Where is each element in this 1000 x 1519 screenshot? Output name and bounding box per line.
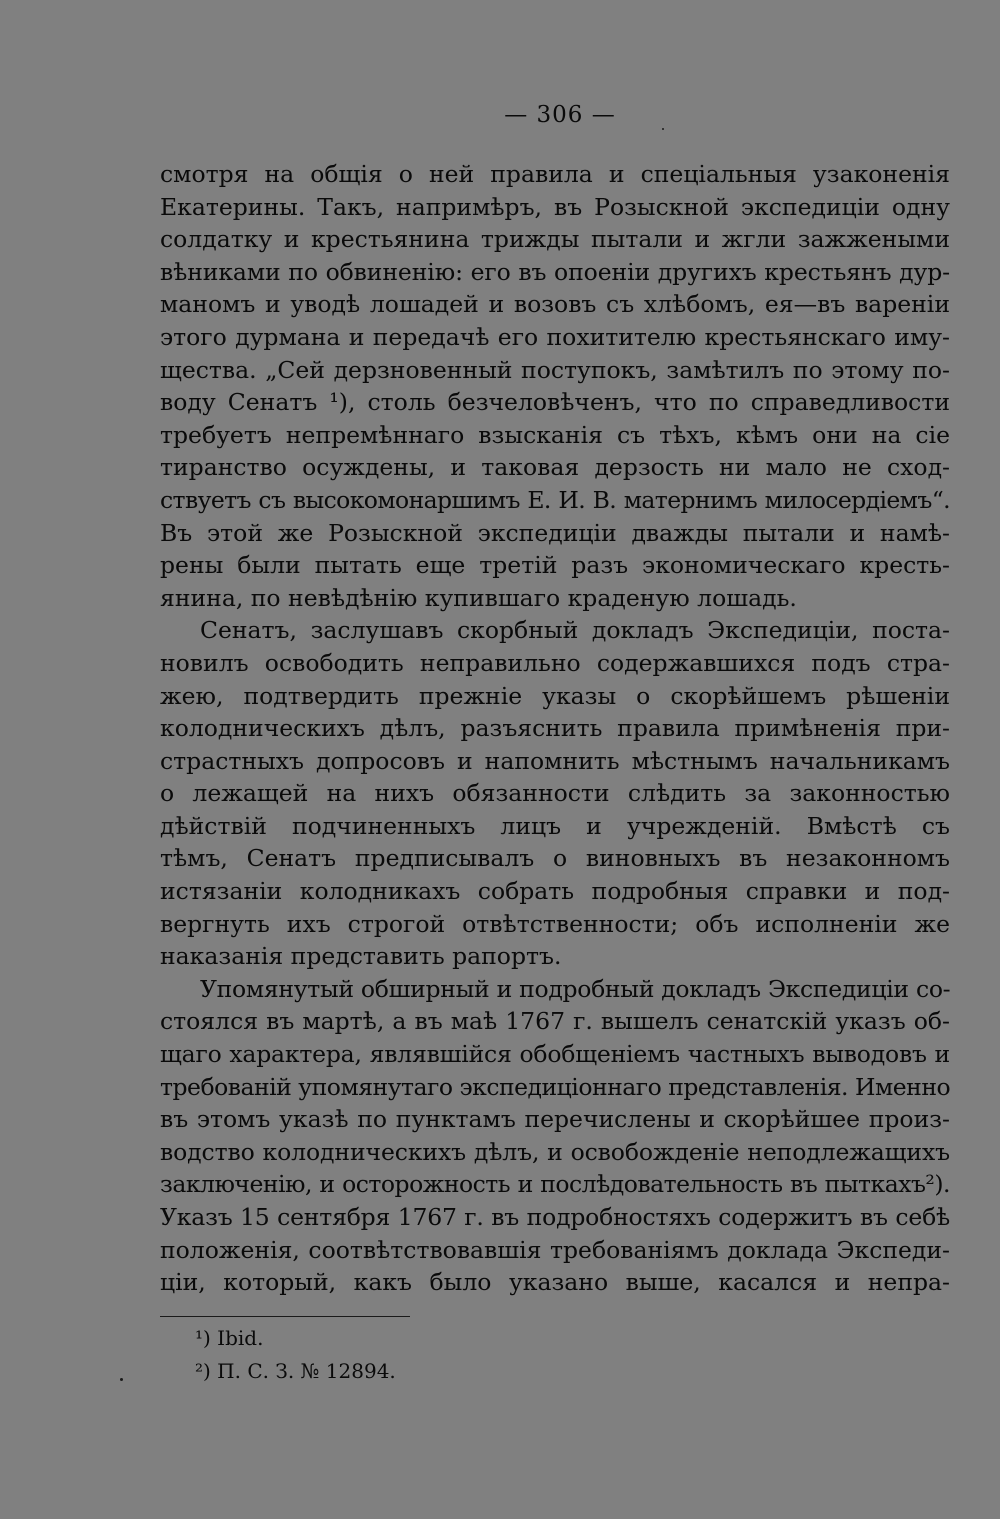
text-line: истязаніи колодникахъ собрать подробныя справки и под- — [160, 877, 950, 906]
text-line: о лежащей на нихъ обязанности слѣдить за законностью — [160, 779, 950, 808]
text-line: положенія, соотвѣтствовавшія требованіямъ доклада Экспеди- — [160, 1235, 950, 1264]
text-line: тѣмъ, Сенатъ предписывалъ о виновныхъ въ незаконномъ — [160, 844, 950, 873]
text-line: Сенатъ, заслушавъ скорбный докладъ Экспедиціи, поста- — [200, 616, 950, 645]
text-line: требованій упомянутаго экспедиціоннаго представленія. Именно — [160, 1072, 951, 1101]
text-line: тиранство осуждены, и таковая дерзость ни мало не сход- — [160, 453, 950, 482]
text-line: требуетъ непремѣннаго взысканія съ тѣхъ, кѣмъ они на сіе — [160, 420, 950, 449]
text-line: вѣниками по обвиненію: его въ опоеніи другихъ крестьянъ дур- — [160, 257, 950, 286]
body-text — [160, 158, 950, 1299]
text-line: солдатку и крестьянина трижды пытали и жгли зажжеными — [160, 225, 950, 254]
text-line: щества. „Сей дерзновенный поступокъ, замѣтилъ по этому по- — [160, 355, 950, 384]
text-line: воду Сенатъ ¹), столь безчеловѣченъ, что по справедливости — [160, 388, 950, 417]
scan-speck — [662, 128, 664, 130]
text-line: Упомянутый обширный и подробный докладъ Экспедиціи со- — [200, 974, 951, 1003]
text-line: маномъ и уводѣ лошадей и возовъ съ хлѣбомъ, ея—въ вареніи — [160, 290, 950, 319]
paragraph — [160, 973, 950, 1299]
text-line: стоялся въ мартѣ, а въ маѣ 1767 г. вышелъ сенатскій указъ об- — [160, 1007, 950, 1036]
text-line: ствуетъ съ высокомонаршимъ Е. И. В. матернимъ милосердіемъ“. — [160, 485, 950, 514]
footnote: ¹) Ibid. — [195, 1326, 264, 1350]
text-line: этого дурмана и передачѣ его похитителю крестьянскаго иму- — [160, 322, 950, 351]
scan-speck — [120, 1378, 123, 1381]
text-line: Указъ 15 сентября 1767 г. въ подробностяхъ содержитъ въ себѣ — [160, 1203, 950, 1231]
text-line: водство колодническихъ дѣлъ, и освобожденіе неподлежащихъ — [160, 1137, 950, 1166]
text-line: рены были пытать еще третій разъ экономическаго кресть- — [160, 551, 950, 580]
paragraph — [160, 614, 950, 973]
text-line: новилъ освободить неправильно содержавшихся подъ стра- — [160, 648, 950, 677]
footnote-divider — [160, 1316, 410, 1317]
text-line: колодническихъ дѣлъ, разъяснить правила примѣненія при- — [160, 714, 950, 743]
text-line: Въ этой же Розыскной экспедиціи дважды пытали и намѣ- — [160, 518, 950, 547]
text-line: заключенію, и осторожность и послѣдовательность въ пыткахъ²). — [160, 1170, 950, 1199]
text-line: янина, по невѣдѣнію купившаго краденую лошадь. — [160, 583, 797, 612]
text-line: жею, подтвердить прежніе указы о скорѣйшемъ рѣшеніи — [160, 681, 950, 710]
text-line: смотря на общія о ней правила и спеціальныя узаконенія — [160, 160, 950, 188]
paragraph — [160, 158, 950, 614]
text-line: ціи, который, какъ было указано выше, касался и непра- — [160, 1268, 950, 1297]
page-number: — 306 — — [504, 102, 616, 128]
text-line: наказанія представить рапортъ. — [160, 942, 562, 971]
text-line: дѣйствій подчиненныхъ лицъ и учрежденій. Вмѣстѣ съ — [160, 811, 950, 840]
footnote: ²) П. С. З. № 12894. — [195, 1359, 396, 1383]
text-line: щаго характера, являвшійся обобщеніемъ частныхъ выводовъ и — [160, 1040, 950, 1069]
text-line: Екатерины. Такъ, напримѣръ, въ Розыскной экспедиціи одну — [160, 192, 950, 221]
text-line: страстныхъ допросовъ и напомнить мѣстнымъ начальникамъ — [160, 746, 950, 775]
text-line: вергнуть ихъ строгой отвѣтственности; объ исполненіи же — [160, 909, 950, 938]
text-line: въ этомъ указѣ по пунктамъ перечислены и скорѣйшее произ- — [160, 1105, 950, 1134]
footnotes — [195, 1322, 396, 1388]
